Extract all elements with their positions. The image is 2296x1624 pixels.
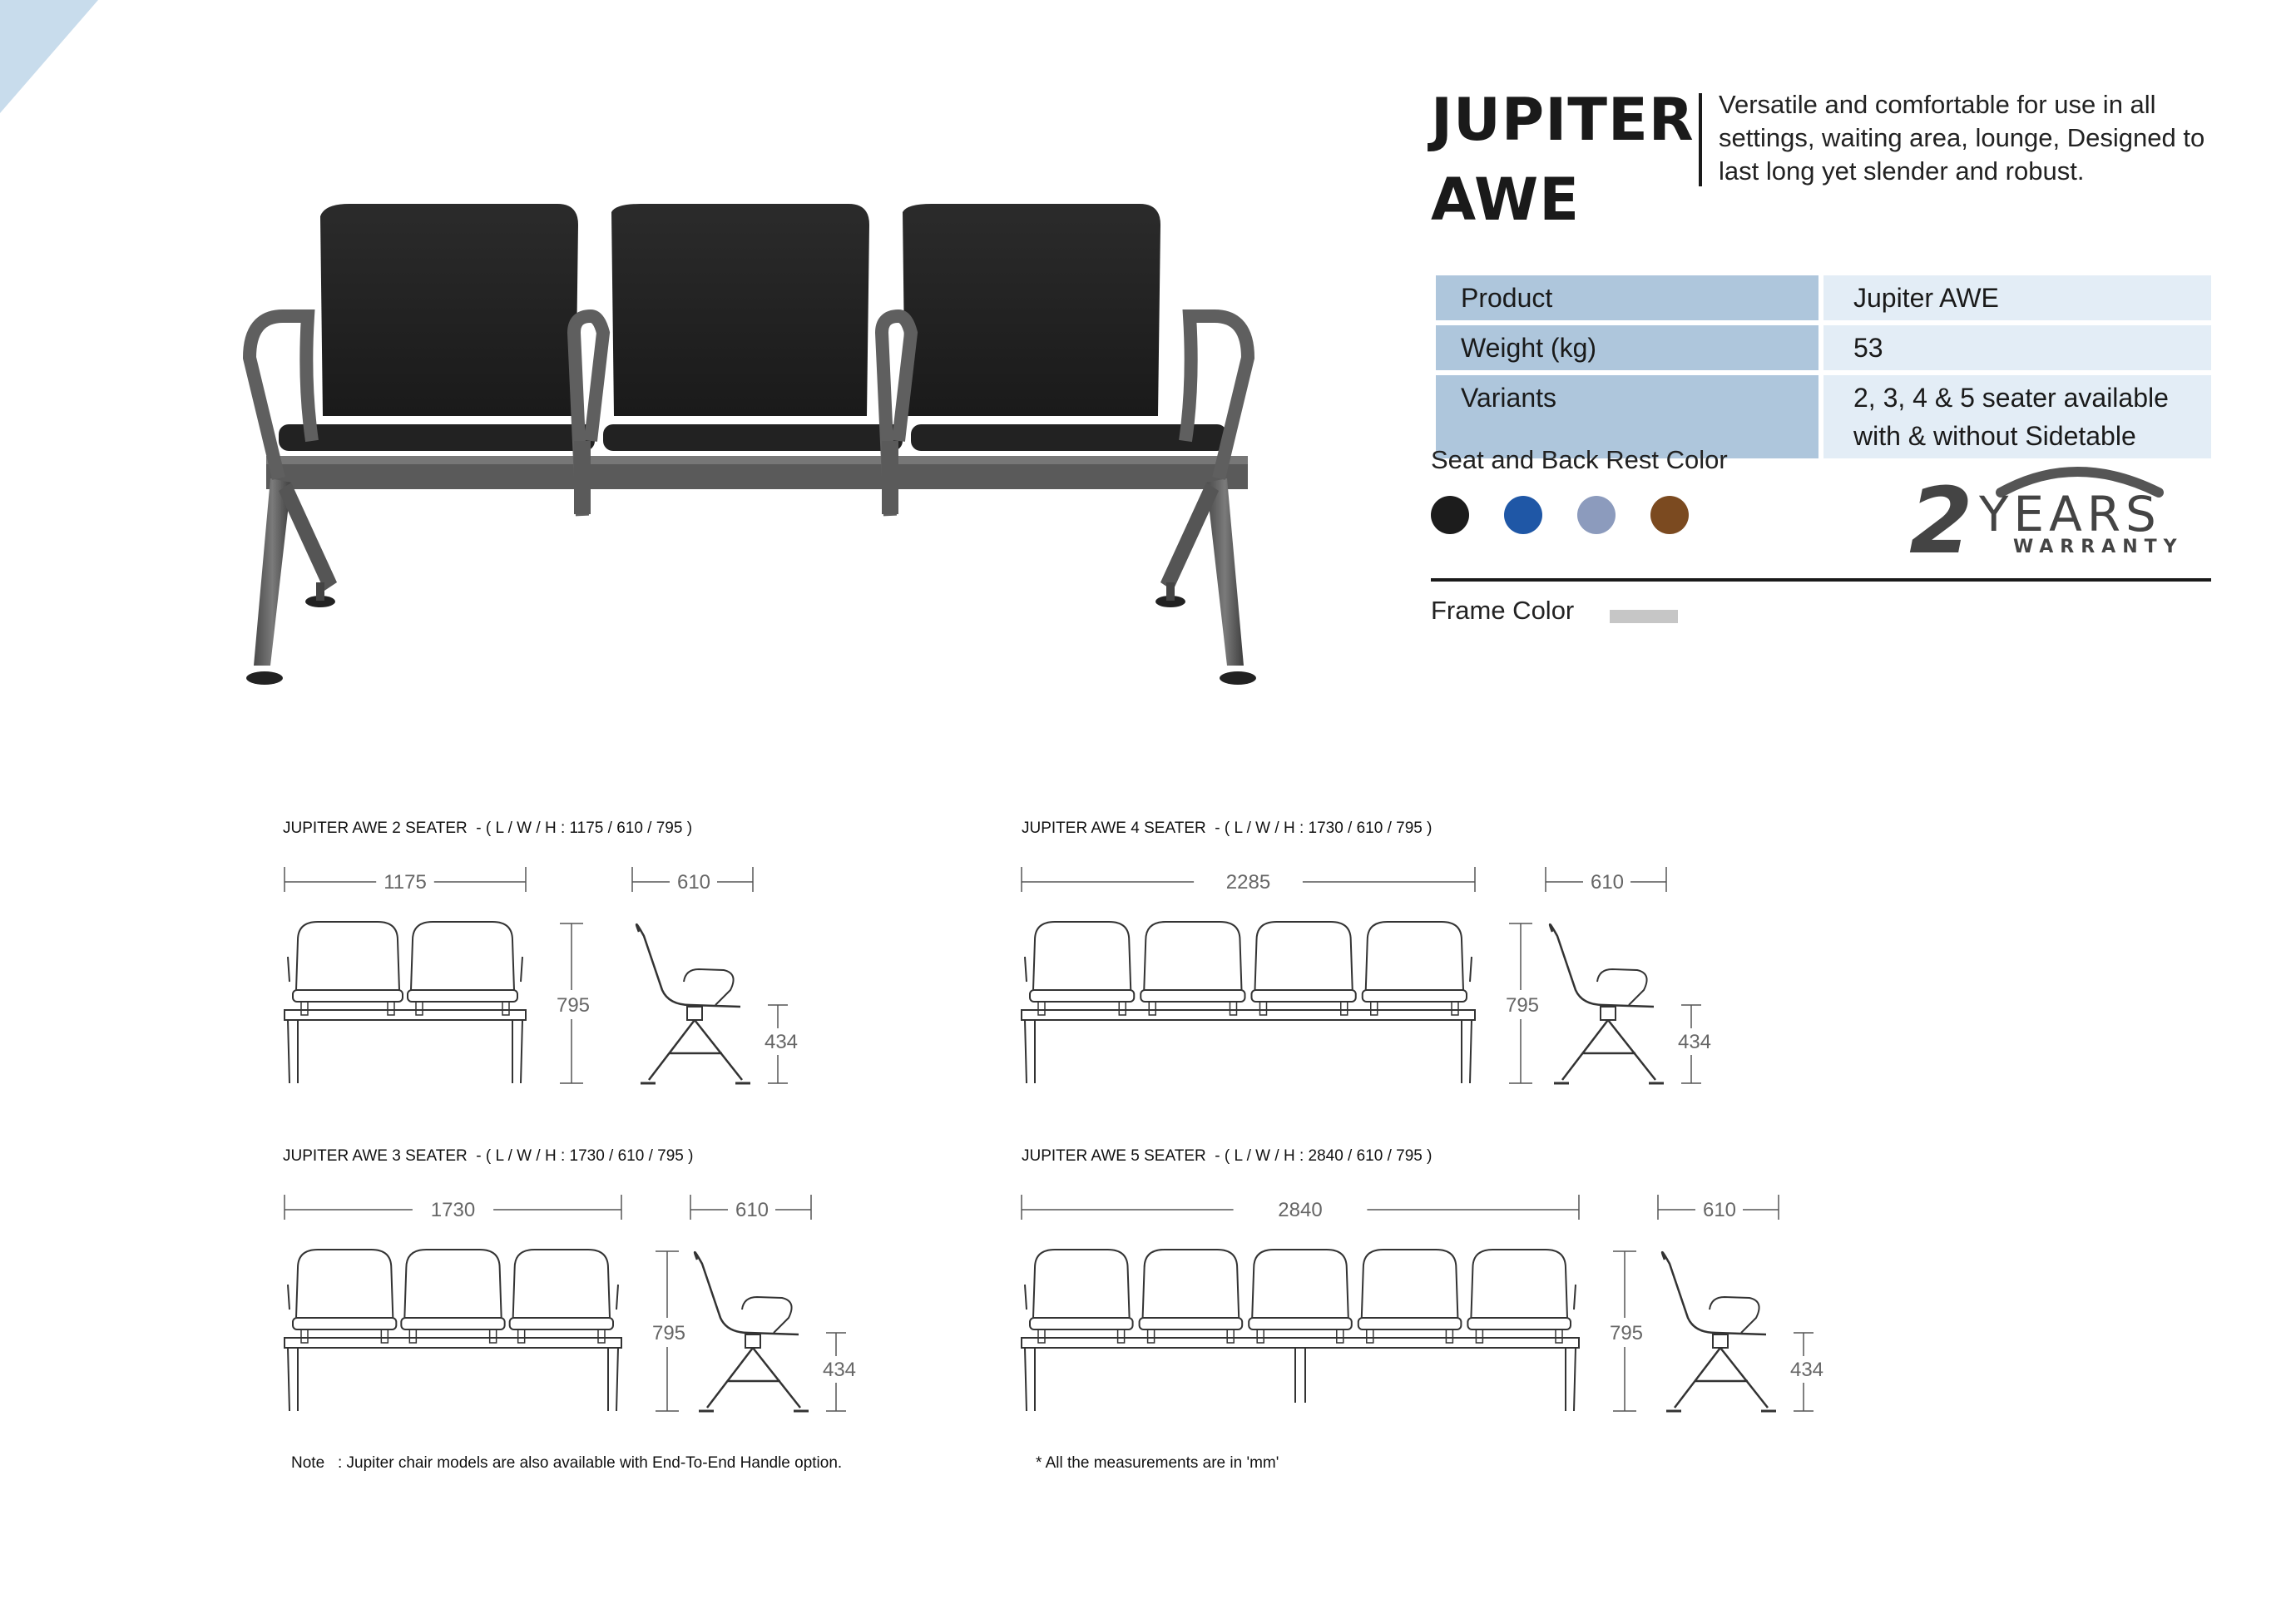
seat-bracket bbox=[1446, 1329, 1452, 1343]
drawing-title-5-seater: JUPITER AWE 5 SEATER - ( L / W / H : 2840 / 610 / 795 ) bbox=[1022, 1147, 1433, 1165]
seat-outline bbox=[296, 1250, 393, 1318]
side-seat-profile bbox=[1662, 1252, 1766, 1334]
seat-base bbox=[401, 1318, 504, 1329]
seat-bracket bbox=[502, 1002, 509, 1015]
warranty-sub: WARRANTY bbox=[2013, 537, 2184, 557]
seat-color-label: Seat and Back Rest Color bbox=[1431, 445, 1728, 474]
legs bbox=[1025, 1348, 1576, 1411]
side-seat-profile bbox=[636, 924, 740, 1007]
seat-base bbox=[1030, 990, 1134, 1002]
beam bbox=[285, 1010, 526, 1020]
width-dimension: 610 bbox=[1702, 1199, 1737, 1221]
length-dimension: 1730 bbox=[430, 1199, 476, 1221]
side-seat-profile bbox=[695, 1252, 799, 1334]
seat-bracket bbox=[381, 1329, 388, 1343]
arm bbox=[288, 957, 522, 982]
seat-bracket bbox=[598, 1329, 605, 1343]
spec-label: Weight (kg) bbox=[1431, 325, 1818, 370]
title-line-2: AWE bbox=[1431, 166, 1581, 234]
seat-base bbox=[1141, 990, 1244, 1002]
seat-outline bbox=[1252, 1250, 1348, 1318]
seat-outline bbox=[1144, 922, 1241, 990]
length-dimension: 2840 bbox=[1278, 1199, 1323, 1221]
side-beam bbox=[687, 1007, 702, 1020]
seat-bracket bbox=[1556, 1329, 1562, 1343]
side-legs bbox=[1675, 1348, 1768, 1408]
height-dimension: 795 bbox=[556, 994, 591, 1017]
seat-base bbox=[1140, 1318, 1243, 1329]
seat-bracket bbox=[1148, 1329, 1155, 1343]
swatch-grey-blue bbox=[1577, 496, 1616, 534]
seat-bracket bbox=[1476, 1329, 1482, 1343]
seat-outline bbox=[296, 922, 399, 990]
seat-height-dimension: 434 bbox=[822, 1359, 857, 1381]
seat-outline bbox=[1362, 1250, 1458, 1318]
arm bbox=[288, 1285, 618, 1310]
seat-bracket bbox=[301, 1002, 308, 1015]
side-legs bbox=[649, 1020, 742, 1080]
side-beam bbox=[1601, 1007, 1616, 1020]
seat-bracket bbox=[409, 1329, 416, 1343]
spec-row-weight bbox=[1431, 325, 2211, 370]
title-line-1: JUPITER bbox=[1431, 86, 1695, 154]
seat-base bbox=[510, 1318, 613, 1329]
height-dimension: 795 bbox=[1505, 994, 1540, 1017]
width-dimension: 610 bbox=[735, 1199, 769, 1221]
length-dimension: 1175 bbox=[383, 871, 427, 894]
swatch-black bbox=[1431, 496, 1469, 534]
seat-bracket bbox=[1230, 1002, 1237, 1015]
legs bbox=[288, 1348, 618, 1411]
seat-height-dimension: 434 bbox=[1789, 1359, 1824, 1381]
seat-bracket bbox=[1227, 1329, 1234, 1343]
swatch-blue bbox=[1504, 496, 1542, 534]
seat-outline bbox=[1033, 922, 1131, 990]
spec-label: Product bbox=[1431, 275, 1818, 320]
beam bbox=[1022, 1010, 1475, 1020]
drawing-3-seater bbox=[275, 1185, 873, 1426]
seat-bracket bbox=[388, 1002, 394, 1015]
variants-line-1: 2, 3, 4 & 5 seater available bbox=[1853, 383, 2169, 413]
corner-accent bbox=[0, 0, 100, 116]
beam bbox=[1022, 1338, 1579, 1348]
warranty-word: YEARS bbox=[1979, 486, 2161, 542]
warranty-years: 2 bbox=[1909, 468, 1973, 567]
beam bbox=[285, 1338, 621, 1348]
side-beam bbox=[1713, 1334, 1728, 1348]
drawing-5-seater bbox=[1013, 1185, 1845, 1426]
seat-bracket bbox=[1149, 1002, 1155, 1015]
drawing-title-2-seater: JUPITER AWE 2 SEATER - ( L / W / H : 1175 / 610 / 795 ) bbox=[283, 819, 693, 837]
product-image bbox=[233, 191, 1264, 699]
seat-bracket bbox=[1452, 1002, 1458, 1015]
seat-base bbox=[1358, 1318, 1462, 1329]
spec-table bbox=[1431, 270, 2211, 463]
spec-value: Jupiter AWE bbox=[1818, 275, 2211, 320]
seat-bracket bbox=[301, 1329, 308, 1343]
seat-bracket bbox=[1038, 1329, 1045, 1343]
seat-bracket bbox=[416, 1002, 423, 1015]
side-beam bbox=[745, 1334, 760, 1348]
spec-value bbox=[1818, 375, 2211, 458]
side-seat-profile bbox=[1550, 924, 1654, 1007]
seat-bracket bbox=[490, 1329, 497, 1343]
seat-outline bbox=[1255, 922, 1353, 990]
height-dimension: 795 bbox=[651, 1322, 686, 1344]
legs bbox=[1025, 1020, 1472, 1083]
seat-base bbox=[1252, 990, 1356, 1002]
drawing-2-seater bbox=[275, 857, 824, 1098]
seat-height-dimension: 434 bbox=[764, 1031, 799, 1053]
side-arm bbox=[1710, 1297, 1759, 1333]
drawing-title-4-seater: JUPITER AWE 4 SEATER - ( L / W / H : 1730 / 610 / 795 ) bbox=[1022, 819, 1433, 837]
swatch-brown bbox=[1650, 496, 1689, 534]
seat-base bbox=[293, 990, 403, 1002]
length-dimension: 2285 bbox=[1225, 871, 1271, 894]
seat-bracket bbox=[1367, 1329, 1373, 1343]
middle-leg bbox=[1295, 1348, 1305, 1403]
seat-bracket bbox=[518, 1329, 525, 1343]
note-measurements: * All the measurements are in 'mm' bbox=[1036, 1454, 1279, 1472]
spec-value: 53 bbox=[1818, 325, 2211, 370]
seat-bracket bbox=[1118, 1329, 1125, 1343]
drawing-title-3-seater: JUPITER AWE 3 SEATER - ( L / W / H : 1730 / 610 / 795 ) bbox=[283, 1147, 694, 1165]
spec-row-product bbox=[1431, 275, 2211, 320]
spec-label: Variants bbox=[1431, 375, 1818, 458]
section-rule bbox=[1431, 578, 2211, 582]
seat-bracket bbox=[1119, 1002, 1126, 1015]
seat-height-dimension: 434 bbox=[1677, 1031, 1712, 1053]
arm bbox=[1025, 957, 1472, 982]
seat-base bbox=[1249, 1318, 1352, 1329]
seat-outline bbox=[404, 1250, 501, 1318]
seat-base bbox=[1030, 1318, 1133, 1329]
side-legs bbox=[707, 1348, 800, 1408]
variants-line-2: with & without Sidetable bbox=[1853, 421, 2136, 451]
width-dimension: 610 bbox=[1590, 871, 1625, 894]
seat-bracket bbox=[1260, 1002, 1267, 1015]
side-arm bbox=[1597, 969, 1647, 1005]
note-handle-option: Note : Jupiter chair models are also available with End-To-End Handle option. bbox=[291, 1454, 843, 1472]
seat-base bbox=[1363, 990, 1467, 1002]
seat-outline bbox=[1366, 922, 1463, 990]
seat-outline bbox=[1143, 1250, 1240, 1318]
legs bbox=[288, 1020, 522, 1083]
seat-bracket bbox=[1341, 1002, 1348, 1015]
drawing-4-seater bbox=[1013, 857, 1762, 1098]
seat-bracket bbox=[1337, 1329, 1343, 1343]
seat-outline bbox=[411, 922, 514, 990]
title-divider bbox=[1699, 93, 1702, 186]
seat-bracket bbox=[1371, 1002, 1378, 1015]
seat-outline bbox=[513, 1250, 610, 1318]
seat-bracket bbox=[1257, 1329, 1264, 1343]
seat-outline bbox=[1033, 1250, 1130, 1318]
seat-outline bbox=[1471, 1250, 1567, 1318]
width-dimension: 610 bbox=[676, 871, 711, 894]
seat-base bbox=[1467, 1318, 1571, 1329]
frame-color-chip bbox=[1610, 610, 1678, 623]
seat-bracket bbox=[1038, 1002, 1045, 1015]
warranty-badge bbox=[1909, 459, 2217, 567]
seat-base bbox=[293, 1318, 396, 1329]
arm bbox=[1025, 1285, 1576, 1310]
height-dimension: 795 bbox=[1609, 1322, 1644, 1344]
seat-base bbox=[408, 990, 517, 1002]
product-title bbox=[1431, 80, 1695, 240]
frame-color-label: Frame Color bbox=[1431, 596, 1575, 625]
side-arm bbox=[742, 1297, 792, 1333]
side-arm bbox=[684, 969, 734, 1005]
side-legs bbox=[1562, 1020, 1655, 1080]
product-tagline: Versatile and comfortable for use in all settings, waiting area, lounge, Designed to last long yet slender and robust. bbox=[1719, 90, 2205, 186]
